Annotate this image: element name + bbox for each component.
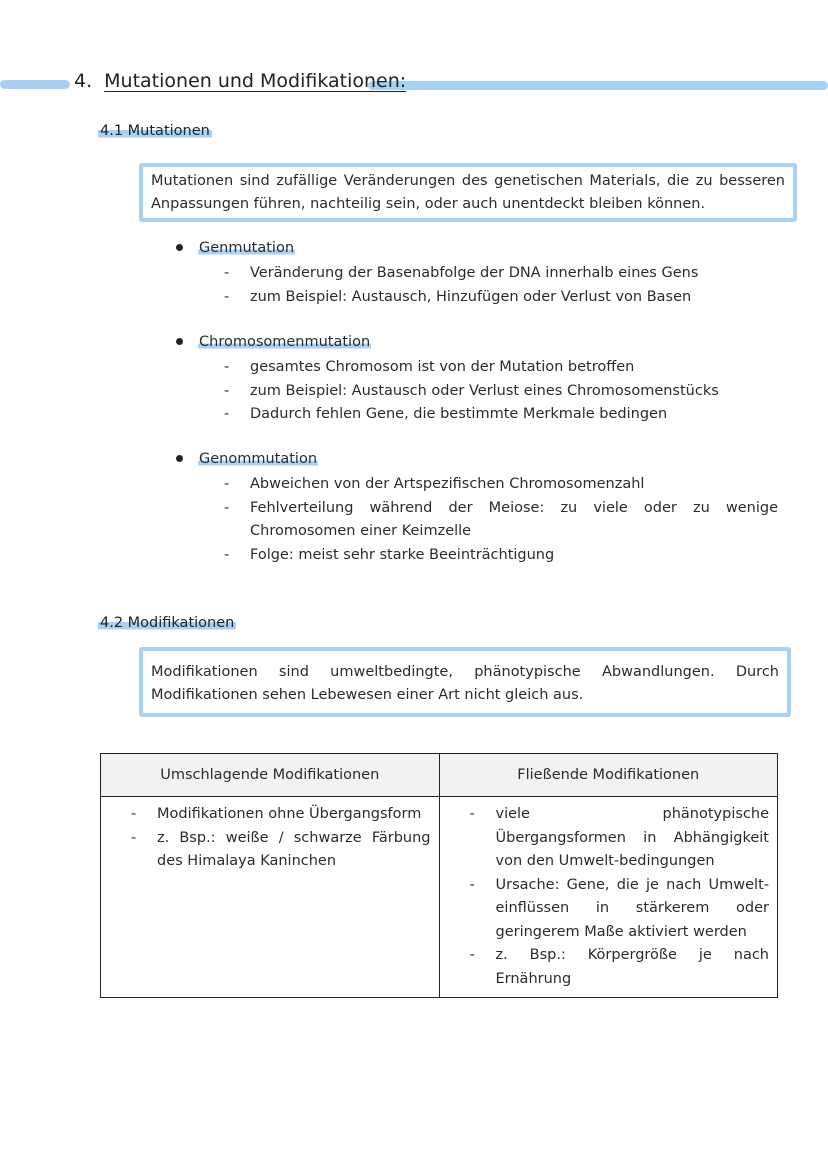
list-item: - zum Beispiel: Austausch, Hinzufügen oder Verlust von Basen xyxy=(220,286,778,310)
bullet-dot-icon xyxy=(176,455,183,462)
table-list-item: - Ursache: Gene, die je nach Umwelt-einflüssen in stärkerem oder geringerem Maße aktiviert werden xyxy=(460,874,770,945)
genommutation-list xyxy=(220,473,778,567)
definition-text: Modifikationen sind umweltbedingte, phänotypische Abwandlungen. Durch Modifikationen sehen Lebewesen einer Art nicht gleich aus. xyxy=(151,664,779,703)
table-cell-fliessend xyxy=(439,797,778,998)
section-title-mutationen: 4.1 Mutationen xyxy=(100,123,210,139)
heading-highlight-right xyxy=(368,81,828,90)
heading-highlight-left xyxy=(0,80,70,89)
modifikationen-table xyxy=(100,753,778,998)
list-item: - gesamtes Chromosom ist von der Mutation betroffen xyxy=(220,356,778,380)
definition-box-modifikationen xyxy=(139,647,791,717)
bullet-chromosomenmutation xyxy=(176,334,371,350)
table-list-item: - viele phänotypische Übergangsformen in Abhängigkeit von den Umwelt-bedingungen xyxy=(460,803,770,874)
bullet-dot-icon xyxy=(176,244,183,251)
heading-number: 4. xyxy=(74,70,93,92)
list-item: - Folge: meist sehr starke Beeinträchtigung xyxy=(220,544,778,568)
bullet-label: Genmutation xyxy=(199,240,295,256)
main-heading xyxy=(74,70,406,92)
genmutation-list xyxy=(220,262,778,309)
definition-box-mutationen xyxy=(139,163,797,222)
definition-text: Mutationen sind zufällige Veränderungen des genetischen Materials, die zu besseren Anpassungen führen, nachteilig sein, oder auch unentdeckt bleiben können. xyxy=(151,173,785,212)
table-list-item: - z. Bsp.: Körpergröße je nach Ernährung xyxy=(460,944,770,991)
bullet-genommutation xyxy=(176,451,318,467)
list-item: - Veränderung der Basenabfolge der DNA innerhalb eines Gens xyxy=(220,262,778,286)
bullet-label: Chromosomenmutation xyxy=(199,334,371,350)
table-list-item: - z. Bsp.: weiße / schwarze Färbung des Himalaya Kaninchen xyxy=(121,827,431,874)
page-title: Mutationen und Modifikationen: xyxy=(104,70,407,92)
bullet-label: Genommutation xyxy=(199,451,318,467)
bullet-dot-icon xyxy=(176,338,183,345)
bullet-genmutation xyxy=(176,240,295,256)
chromosomenmutation-list xyxy=(220,356,778,427)
list-item: - Dadurch fehlen Gene, die bestimmte Merkmale bedingen xyxy=(220,403,778,427)
table-header-fliessend: Fließende Modifikationen xyxy=(439,754,778,797)
section-title-modifikationen: 4.2 Modifikationen xyxy=(100,615,235,631)
list-item: - zum Beispiel: Austausch oder Verlust eines Chromosomenstücks xyxy=(220,380,778,404)
table-header-umschlagend: Umschlagende Modifikationen xyxy=(101,754,440,797)
list-item: - Fehlverteilung während der Meiose: zu viele oder zu wenige Chromosomen einer Keimzelle xyxy=(220,497,778,544)
table-list-item: - Modifikationen ohne Übergangsform xyxy=(121,803,431,827)
table-cell-umschlagend xyxy=(101,797,440,998)
list-item: - Abweichen von der Artspezifischen Chromosomenzahl xyxy=(220,473,778,497)
